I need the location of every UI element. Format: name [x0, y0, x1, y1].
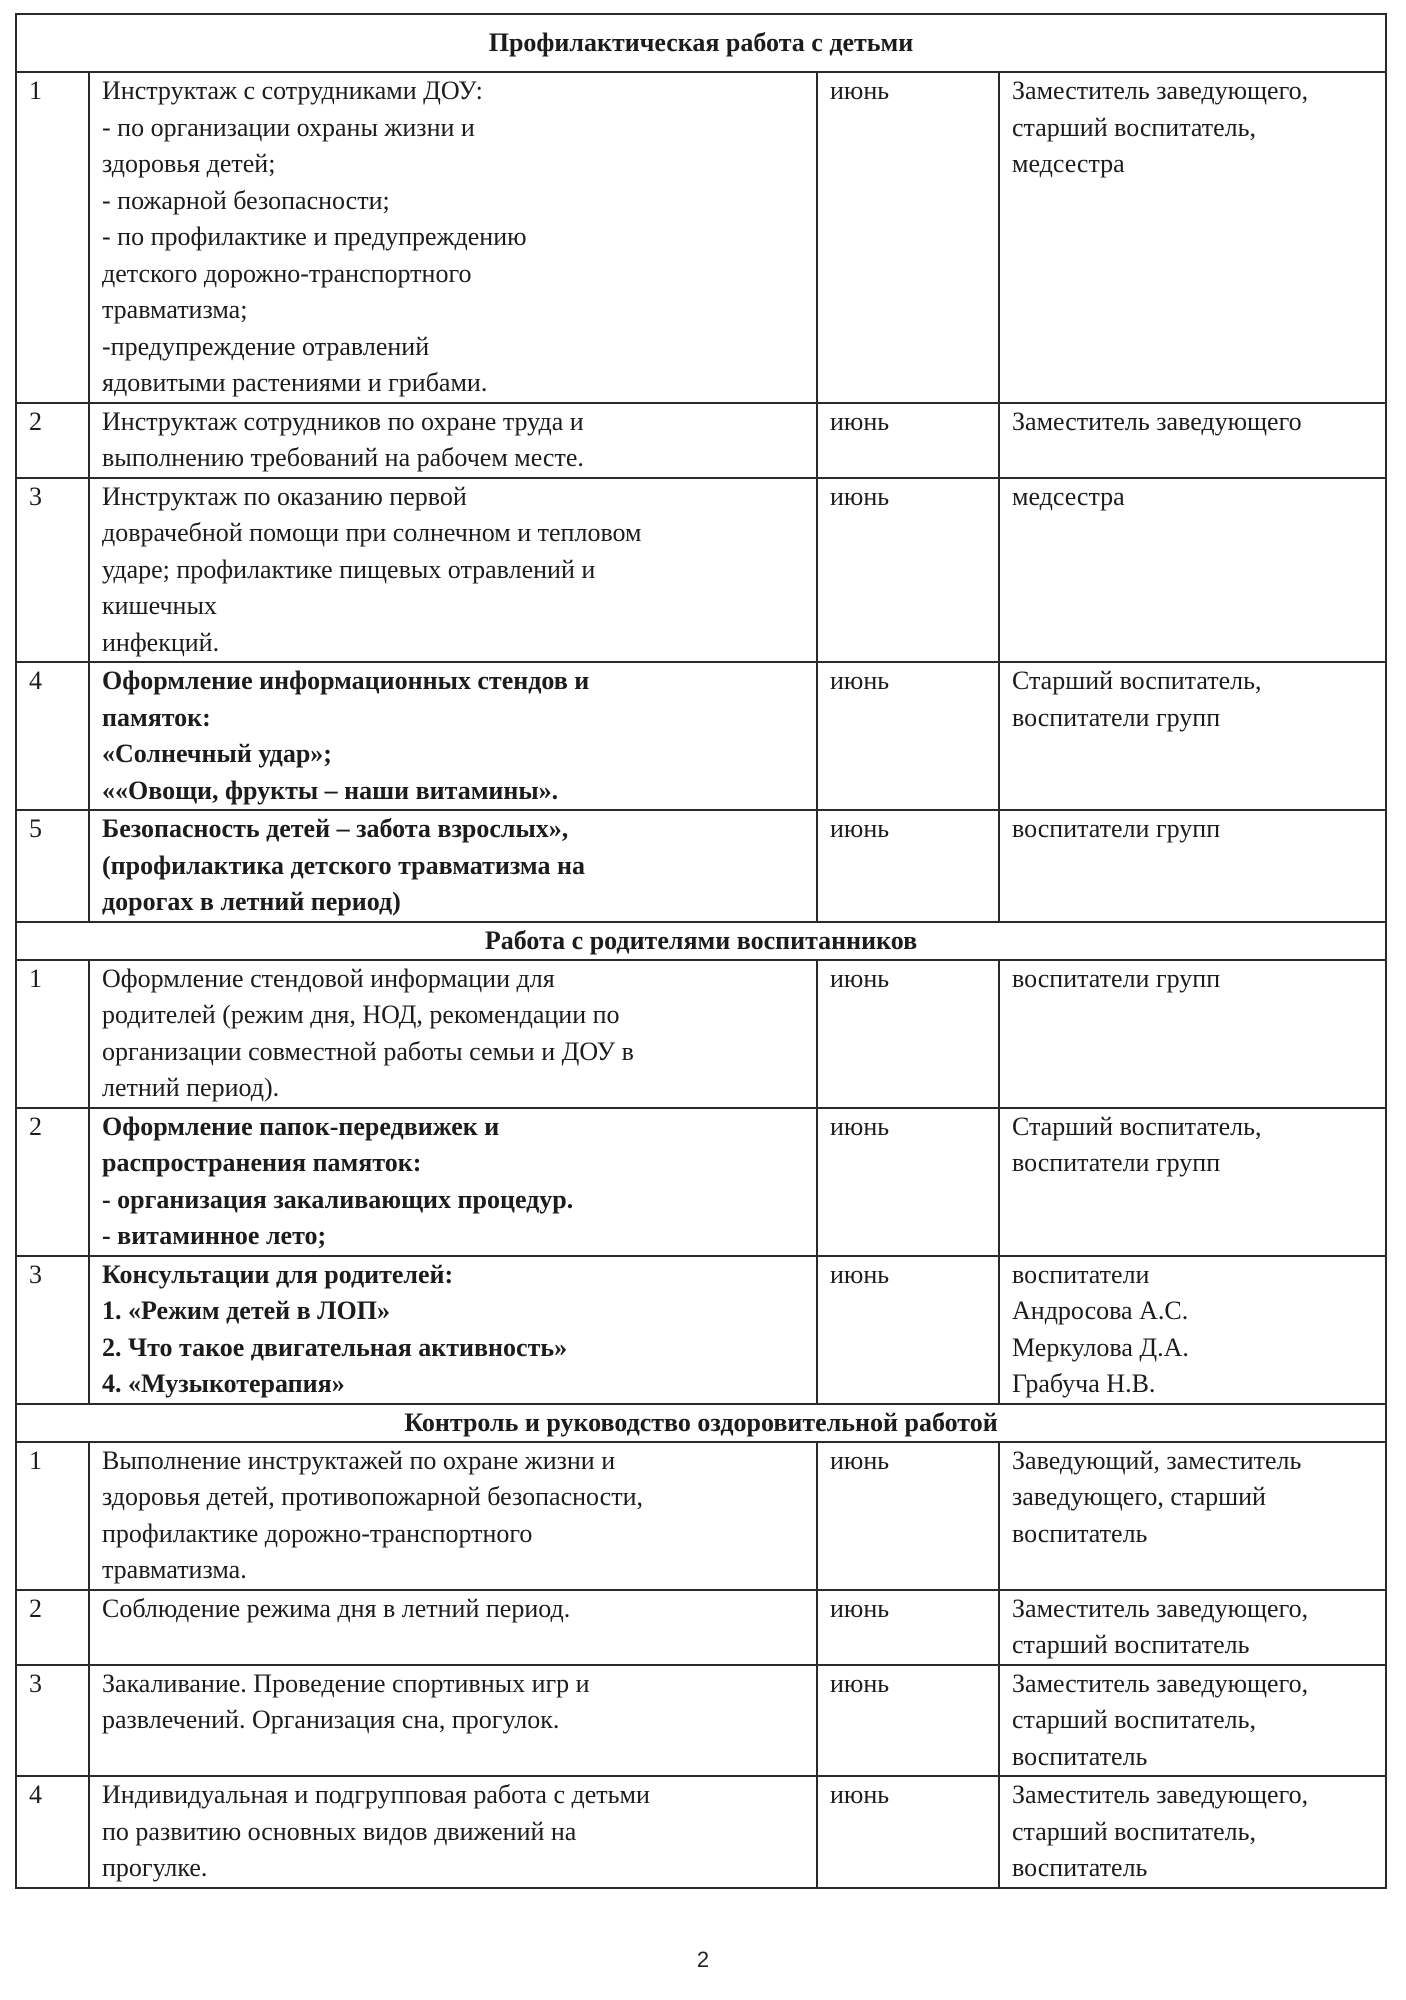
- activity-line: организации совместной работы семьи и ДОУ в: [102, 1036, 634, 1066]
- activity-cell: [89, 403, 817, 478]
- responsible-cell: [999, 1776, 1386, 1888]
- date-cell: июнь: [817, 1256, 999, 1404]
- responsible-cell: [999, 810, 1386, 922]
- responsible-line: Грабуча Н.В.: [1012, 1369, 1156, 1398]
- activity-line: Соблюдение режима дня в летний период.: [102, 1593, 571, 1623]
- table-row: [16, 72, 1386, 403]
- activity-line: здоровья детей, противопожарной безопасности,: [102, 1482, 643, 1511]
- responsible-line: воспитатели групп: [1012, 814, 1221, 843]
- responsible-line: Заместитель заведующего,: [1012, 1780, 1309, 1809]
- row-number: 2: [16, 403, 89, 478]
- responsible-line: Заместитель заведующего,: [1012, 1668, 1309, 1698]
- activity-line: Оформление информационных стендов и: [102, 666, 590, 695]
- activity-line: ядовитыми растениями и грибами.: [102, 368, 488, 397]
- activity-line: 1. «Режим детей в ЛОП»: [102, 1296, 390, 1325]
- section-header-row: [16, 1404, 1386, 1442]
- activity-line: распространения памяток:: [102, 1148, 422, 1177]
- activity-line: Закаливание. Проведение спортивных игр и: [102, 1668, 590, 1698]
- responsible-line: старший воспитатель,: [1012, 1816, 1257, 1846]
- responsible-cell: [999, 1442, 1386, 1590]
- date-cell: июнь: [817, 1442, 999, 1590]
- activity-line: здоровья детей;: [102, 149, 276, 178]
- responsible-cell: [999, 1590, 1386, 1665]
- activity-line: ««Овощи, фрукты – наши витамины».: [102, 775, 559, 805]
- activity-line: Выполнение инструктажей по охране жизни и: [102, 1445, 616, 1475]
- responsible-line: старший воспитатель,: [1012, 1705, 1257, 1734]
- table-row: [16, 960, 1386, 1108]
- activity-line: 2. Что такое двигательная активность»: [102, 1332, 568, 1362]
- activity-cell: [89, 662, 817, 810]
- table-row: [16, 810, 1386, 922]
- section-title: Контроль и руководство оздоровительной работой: [16, 1404, 1386, 1442]
- section-header-row: [16, 14, 1386, 72]
- responsible-cell: [999, 1665, 1386, 1777]
- responsible-cell: [999, 478, 1386, 663]
- activity-line: 4. «Музыкотерапия»: [102, 1369, 345, 1398]
- table-row: [16, 403, 1386, 478]
- activity-line: - по профилактике и предупреждению: [102, 222, 527, 251]
- responsible-cell: [999, 960, 1386, 1108]
- responsible-line: Старший воспитатель,: [1012, 666, 1262, 695]
- row-number: 1: [16, 960, 89, 1108]
- activity-cell: [89, 1590, 817, 1665]
- responsible-line: воспитатели: [1012, 1259, 1150, 1289]
- section-title: Работа с родителями воспитанников: [16, 922, 1386, 960]
- responsible-cell: [999, 1108, 1386, 1256]
- activity-line: Инструктаж сотрудников по охране труда и: [102, 406, 584, 436]
- activity-line: летний период).: [102, 1073, 280, 1102]
- table-row: [16, 1108, 1386, 1256]
- activity-line: ударе; профилактике пищевых отравлений и: [102, 554, 596, 584]
- activity-cell: [89, 1442, 817, 1590]
- date-cell: июнь: [817, 662, 999, 810]
- activity-line: прогулке.: [102, 1853, 208, 1882]
- table-row: [16, 1442, 1386, 1590]
- activity-line: дорогах в летний период): [102, 887, 401, 916]
- activity-line: профилактике дорожно-транспортного: [102, 1518, 533, 1548]
- responsible-line: медсестра: [1012, 481, 1125, 511]
- plan-table: [15, 13, 1387, 1889]
- responsible-cell: [999, 403, 1386, 478]
- section-title: Профилактическая работа с детьми: [16, 14, 1386, 72]
- responsible-line: Заведующий, заместитель: [1012, 1445, 1302, 1475]
- activity-line: «Солнечный удар»;: [102, 739, 332, 768]
- responsible-cell: [999, 662, 1386, 810]
- activity-line: Оформление стендовой информации для: [102, 963, 555, 993]
- row-number: 4: [16, 1776, 89, 1888]
- table-row: [16, 478, 1386, 663]
- responsible-cell: [999, 72, 1386, 403]
- activity-cell: [89, 1665, 817, 1777]
- date-cell: июнь: [817, 403, 999, 478]
- responsible-line: медсестра: [1012, 149, 1125, 178]
- responsible-line: Заместитель заведующего,: [1012, 1593, 1309, 1623]
- date-cell: июнь: [817, 810, 999, 922]
- table-row: [16, 662, 1386, 810]
- responsible-line: Заместитель заведующего,: [1012, 76, 1309, 105]
- row-number: 3: [16, 1256, 89, 1404]
- activity-line: инфекций.: [102, 627, 220, 657]
- activity-line: Безопасность детей – забота взрослых»,: [102, 814, 569, 843]
- page-number: 2: [696, 1947, 710, 1972]
- activity-line: Инструктаж по оказанию первой: [102, 481, 467, 511]
- activity-line: памяток:: [102, 702, 211, 732]
- responsible-line: Старший воспитатель,: [1012, 1111, 1262, 1141]
- activity-line: развлечений. Организация сна, прогулок.: [102, 1705, 560, 1734]
- activity-line: -предупреждение отравлений: [102, 331, 430, 361]
- row-number: 1: [16, 1442, 89, 1590]
- table-row: [16, 1256, 1386, 1404]
- row-number: 4: [16, 662, 89, 810]
- activity-line: травматизма;: [102, 295, 248, 324]
- activity-line: кишечных: [102, 591, 217, 620]
- row-number: 3: [16, 1665, 89, 1777]
- responsible-line: воспитатель: [1012, 1853, 1148, 1882]
- activity-line: - пожарной безопасности;: [102, 185, 390, 215]
- row-number: 2: [16, 1590, 89, 1665]
- activity-line: выполнению требований на рабочем месте.: [102, 443, 584, 472]
- responsible-line: старший воспитатель,: [1012, 112, 1257, 142]
- activity-cell: [89, 960, 817, 1108]
- activity-cell: [89, 1108, 817, 1256]
- activity-line: Оформление папок-передвижек и: [102, 1111, 500, 1141]
- date-cell: июнь: [817, 960, 999, 1108]
- responsible-line: воспитатели групп: [1012, 702, 1221, 732]
- activity-cell: [89, 72, 817, 403]
- table-row: [16, 1590, 1386, 1665]
- activity-line: травматизма.: [102, 1555, 247, 1584]
- row-number: 1: [16, 72, 89, 403]
- date-cell: июнь: [817, 1665, 999, 1777]
- responsible-line: воспитатель: [1012, 1518, 1148, 1548]
- responsible-line: воспитатели групп: [1012, 1148, 1221, 1177]
- row-number: 3: [16, 478, 89, 663]
- date-cell: июнь: [817, 1776, 999, 1888]
- activity-line: Индивидуальная и подгрупповая работа с детьми: [102, 1780, 650, 1809]
- responsible-line: Меркулова Д.А.: [1012, 1332, 1189, 1362]
- activity-line: Консультации для родителей:: [102, 1259, 454, 1289]
- responsible-line: воспитатели групп: [1012, 963, 1221, 993]
- activity-line: родителей (режим дня, НОД, рекомендации по: [102, 1000, 620, 1029]
- activity-line: - витаминное лето;: [102, 1221, 327, 1250]
- row-number: 5: [16, 810, 89, 922]
- date-cell: июнь: [817, 478, 999, 663]
- activity-line: - по организации охраны жизни и: [102, 112, 475, 142]
- date-cell: июнь: [817, 1108, 999, 1256]
- activity-cell: [89, 810, 817, 922]
- activity-cell: [89, 478, 817, 663]
- responsible-cell: [999, 1256, 1386, 1404]
- table-row: [16, 1776, 1386, 1888]
- responsible-line: заведующего, старший: [1012, 1482, 1266, 1511]
- responsible-line: Андросова А.С.: [1012, 1296, 1189, 1325]
- activity-line: доврачебной помощи при солнечном и тепловом: [102, 518, 642, 547]
- date-cell: июнь: [817, 1590, 999, 1665]
- activity-line: - организация закаливающих процедур.: [102, 1184, 574, 1214]
- activity-line: по развитию основных видов движений на: [102, 1816, 577, 1846]
- row-number: 2: [16, 1108, 89, 1256]
- table-row: [16, 1665, 1386, 1777]
- activity-cell: [89, 1256, 817, 1404]
- section-header-row: [16, 922, 1386, 960]
- activity-line: Инструктаж с сотрудниками ДОУ:: [102, 76, 483, 105]
- activity-line: (профилактика детского травматизма на: [102, 850, 585, 880]
- activity-line: детского дорожно-транспортного: [102, 258, 472, 288]
- responsible-line: Заместитель заведующего: [1012, 406, 1302, 436]
- responsible-line: старший воспитатель: [1012, 1630, 1250, 1659]
- activity-cell: [89, 1776, 817, 1888]
- responsible-line: воспитатель: [1012, 1741, 1148, 1771]
- date-cell: июнь: [817, 72, 999, 403]
